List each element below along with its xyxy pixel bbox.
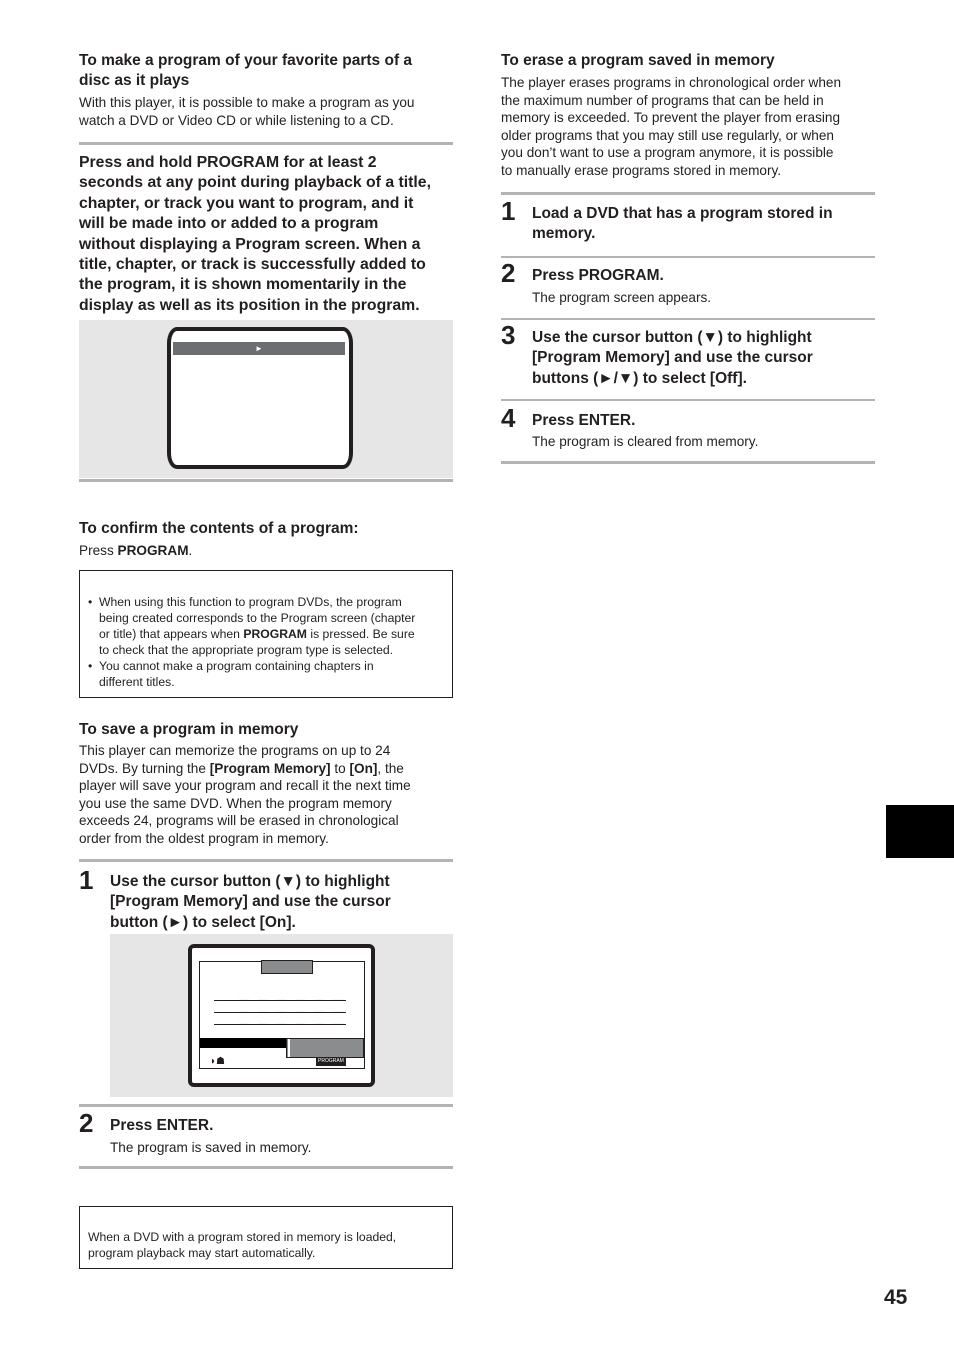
confirm-title: To confirm the contents of a program: (79, 520, 359, 537)
text-fragment: . (188, 543, 193, 558)
text-line: being created corresponds to the Program screen (chapter (99, 611, 416, 625)
text-fragment: is pressed. Be sure (306, 627, 415, 641)
step-instruction: Press ENTER. (110, 1117, 214, 1134)
step-result: The program is cleared from memory. (532, 434, 759, 449)
step-result: The program is saved in memory. (110, 1140, 312, 1155)
step-number: 2 (79, 1108, 94, 1138)
empty-slots: — — — — — — (239, 1007, 346, 1018)
on-off-selector (286, 1038, 364, 1058)
page-number: 45 (884, 1286, 908, 1309)
empty-slots: — — — — — — (239, 995, 346, 1006)
program-memory-highlight (200, 1038, 286, 1048)
text-line: Use the cursor button (▼) to highlight (532, 329, 812, 346)
step-number: 4 (501, 403, 516, 433)
press-hold-instruction (79, 153, 459, 316)
section-title-make-program (79, 51, 459, 91)
step-instruction: Press PROGRAM. (532, 267, 664, 284)
tv-screen (167, 327, 353, 469)
text-fragment: , the (377, 760, 404, 776)
divider (79, 1104, 453, 1107)
divider (79, 142, 453, 145)
chapter-tab (886, 805, 954, 858)
title-line: disc as it plays (79, 72, 190, 89)
text-line: memory. (532, 225, 596, 243)
text-line: Load a DVD that has a program stored in (532, 205, 833, 222)
program-bar (173, 342, 345, 355)
text-line: When a DVD with a program stored in memory is loaded, (88, 1230, 397, 1244)
menu-tab (261, 960, 313, 974)
text-line: chapter, or track you want to program, and it (79, 194, 414, 212)
text-line: [Program Memory] and use the cursor (110, 893, 391, 911)
save-text (79, 742, 459, 847)
text-line: title, chapter, or track is successfully added to (79, 256, 426, 274)
program-key-label: PROGRAM (243, 627, 307, 641)
text-line: Use the cursor button (▼) to highlight (110, 873, 390, 890)
divider (501, 192, 875, 195)
tv-screen (188, 944, 375, 1087)
program-row (214, 995, 346, 1006)
text-line: This player can memorize the programs on up to 24 (79, 743, 391, 758)
text-line: button (►) to select [On]. (110, 913, 296, 931)
text-line: program playback may start automatically. (88, 1246, 316, 1260)
text-line: buttons (►/▼) to select [Off]. (532, 369, 747, 387)
step-number: 1 (501, 196, 516, 226)
note-bullet (88, 594, 448, 658)
text-line: memory is exceeded. To prevent the player from erasing (501, 110, 840, 125)
save-title: To save a program in memory (79, 721, 299, 738)
text-line: Press and hold PROGRAM for at least 2 (79, 154, 377, 171)
text-line: to check that the appropriate program type is selected. (99, 643, 394, 657)
text-line: seconds at any point during playback of a title, (79, 174, 431, 192)
text-fragment: or title) that appears when (99, 627, 244, 641)
play-icon: ► (255, 344, 263, 353)
step-number: 2 (501, 258, 516, 288)
note-box (79, 570, 453, 698)
text-line: player will save your program and recall it the next time (79, 778, 411, 793)
text-fragment: to (330, 760, 350, 776)
note-bullet (88, 658, 448, 690)
text-line: exceeds 24, programs will be erased in chronological (79, 813, 399, 828)
text-fragment: DVDs. By turning the (79, 760, 210, 776)
text-line: [Program Memory] and use the cursor (532, 349, 813, 367)
text-line: older programs that you may still use regularly, or when (501, 127, 834, 143)
text-line: you use the same DVD. When the program memory (79, 795, 392, 811)
text-line: With this player, it is possible to make a program as you (79, 95, 415, 110)
step-instruction (110, 872, 455, 933)
erase-title: To erase a program saved in memory (501, 52, 775, 69)
option-label: [On] (349, 760, 378, 776)
intro-text (79, 94, 459, 129)
title-line: To make a program of your favorite parts of a (79, 52, 413, 69)
program-key-label: PROGRAM (117, 543, 189, 558)
empty-slots: — — — — — — (239, 1019, 346, 1030)
text-line: without displaying a Program screen. When a (79, 235, 421, 253)
step-instruction (532, 328, 877, 389)
text-line: The player erases programs in chronological order when (501, 75, 842, 90)
divider (79, 1166, 453, 1169)
text-fragment: Press (79, 543, 118, 558)
menu-item-label: [Program Memory] (209, 760, 331, 776)
step-instruction (532, 204, 877, 245)
text-line: the maximum number of programs that can be held in (501, 92, 824, 108)
divider (79, 479, 453, 482)
program-menu (199, 961, 365, 1069)
text-line: • You cannot make a program containing chapters in (99, 659, 374, 673)
step-number: 1 (79, 865, 94, 895)
divider (501, 399, 875, 401)
disc-icon: ◗☗ (210, 1056, 226, 1067)
divider (79, 859, 453, 862)
text-line (99, 626, 448, 642)
text-line: • When using this function to program DVDs, the program (99, 595, 402, 609)
text-line (79, 760, 459, 778)
erase-text (501, 74, 881, 179)
divider (501, 461, 875, 464)
text-line: order from the oldest program in memory. (79, 830, 329, 846)
step-number: 3 (501, 320, 516, 350)
text-line: will be made into or added to a program (79, 215, 379, 233)
program-row (214, 1007, 346, 1018)
text-line: the program, it is shown momentarily in the (79, 276, 407, 294)
program-row (214, 1019, 346, 1030)
cursor-mark (288, 1039, 290, 1057)
step-instruction: Press ENTER. (532, 412, 636, 429)
text-line: to manually erase programs stored in memory. (501, 162, 782, 178)
note-box (79, 1206, 453, 1269)
divider (501, 256, 875, 258)
confirm-text (79, 542, 192, 560)
text-line: watch a DVD or Video CD or while listening to a CD. (79, 112, 394, 128)
step-result: The program screen appears. (532, 290, 712, 305)
program-label: PROGRAM (318, 1058, 344, 1064)
text-line: you don’t want to use a program anymore, it is possible (501, 145, 834, 160)
divider (501, 318, 875, 320)
text-line: display as well as its position in the program. (79, 296, 420, 314)
text-line: different titles. (99, 675, 175, 689)
